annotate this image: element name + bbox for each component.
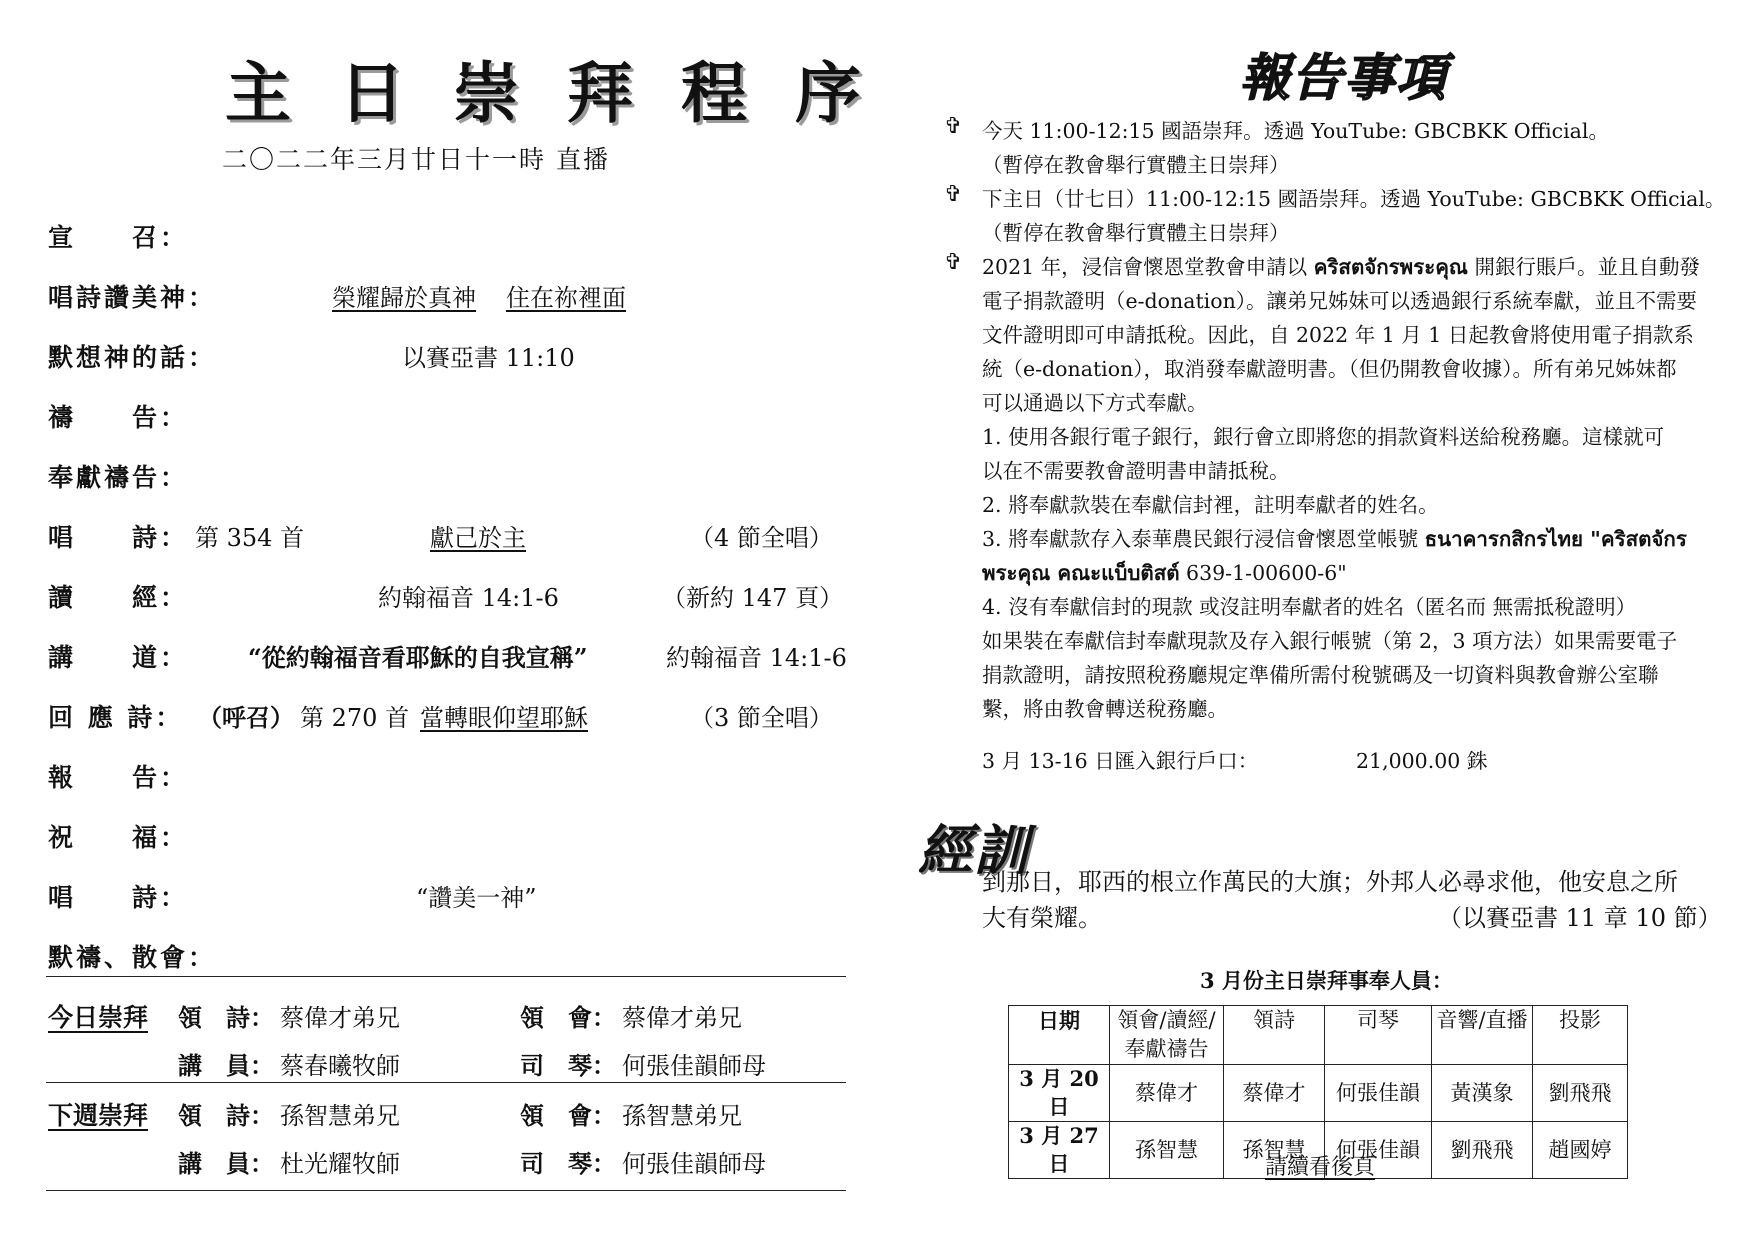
header-projection: 投影 [1533,1006,1628,1065]
announcement-2-line-1: 下主日（廿七日）11:00-12:15 國語崇拜。透過 YouTube: GBCBKK Official。 [982,187,1726,211]
response-number: 第 270 首 [300,704,410,732]
next-speaker-role: 講 員： [178,1149,274,1178]
sermon-reference: 約翰福音 14:1-6 [666,644,847,672]
benediction-label: 祝 福： [48,823,189,852]
deposit-amount: 21,000.00 銖 [1356,749,1488,773]
today-preside-name: 蔡偉才弟兄 [622,1004,742,1032]
latin-cross-icon: ✞ [944,114,963,139]
announcement-1-line-2: （暫停在教會舉行實體主日崇拜） [982,153,1290,177]
method-1-line-1: 1. 使用各銀行電子銀行，銀行會立即將您的捐款資料送給稅務廳。這樣就可 [982,425,1665,449]
method-3-line-1: 3. 將奉獻款存入泰華農民銀行浸信會懷恩堂帳號 ธนาคารกสิกรไทย "คริสตจักร [982,527,1687,551]
response-hymn-label: 回 應 詩： [48,703,184,732]
today-piano-name: 何張佳韻師母 [622,1052,766,1080]
hymn-title-1: 榮耀歸於真神 [332,284,476,312]
deposit-label: 3 月 13-16 日匯入銀行戶口： [982,749,1259,773]
response-call: （呼召） [198,703,294,732]
roster-title: 3 月份主日崇拜事奉人員： [1200,968,1453,993]
latin-cross-icon: ✞ [944,250,963,275]
today-lead-role: 領 詩： [178,1003,274,1032]
service-date: 二〇二二年三月廿日十一時 直播 [222,145,610,174]
announcement-2-line-2: （暫停在教會舉行實體主日崇拜） [982,221,1290,245]
thai-account-name: คริสตจักรพระคุณ [1313,255,1468,279]
announcement-3-line-2: 電子捐款證明（e-donation）。讓弟兄姊妹可以透過銀行系統奉獻，並且不需要 [982,289,1698,313]
today-speaker-role: 講 員： [178,1051,274,1080]
next-speaker-name: 杜光耀牧師 [280,1150,400,1178]
response-note: （3 節全唱） [690,704,833,732]
method-1-line-2: 以在不需要教會證明書申請抵稅。 [982,459,1290,483]
verse-title: 經訓 [918,818,1030,882]
verse-reference: （以賽亞書 11 章 10 節） [1438,904,1722,932]
sing-label: 唱 詩： [48,523,189,552]
method-2: 2. 將奉獻款裝在奉獻信封裡，註明奉獻者的姓名。 [982,493,1439,517]
next-lead-role: 領 詩： [178,1101,274,1130]
call-to-worship-label: 宣 召： [48,223,189,252]
scripture-reading-reference: 約翰福音 14:1-6 [378,584,559,612]
next-piano-role: 司 琴： [520,1149,616,1178]
next-preside-role: 領 會： [520,1101,616,1130]
divider-line [46,1082,846,1083]
meditation-reference: 以賽亞書 11:10 [402,344,575,372]
final-hymn-label: 唱 詩： [48,883,189,912]
sermon-label: 講 道： [48,643,189,672]
table-header-row [1009,1006,1628,1065]
latin-cross-icon: ✞ [944,182,963,207]
announcements-title: 報告事項 [1240,48,1448,107]
announcement-3-line-1: 2021 年，浸信會懷恩堂教會申請以 คริสตจักรพระคุณ 開銀行賬戶。並且自動發 [982,255,1700,279]
announcement-1-line-1: 今天 11:00-12:15 國語崇拜。透過 YouTube: GBCBKK Official。 [982,119,1609,143]
announcements-label: 報 告： [48,763,189,792]
scripture-reading-label: 讀 經： [48,583,189,612]
header-presiding: 領會/讀經/ 奉獻禱告 [1110,1006,1224,1065]
final-hymn-title: “讚美一神” [416,884,537,912]
next-service-label: 下週崇拜 [48,1101,149,1130]
note-line-3: 繫，將由教會轉送稅務廳。 [982,697,1228,721]
next-piano-name: 何張佳韻師母 [622,1150,766,1178]
prayer-label: 禱 告： [48,403,189,432]
today-speaker-name: 蔡春曦牧師 [280,1052,400,1080]
today-preside-role: 領 會： [520,1003,616,1032]
method-3-line-2: พระคุณ คณะแบ็บติสต์ 639-1-00600-6" [982,561,1347,585]
note-line-1: 如果裝在奉獻信封奉獻現款及存入銀行帳號（第 2，3 項方法）如果需要電子 [982,629,1678,653]
next-lead-name: 孫智慧弟兄 [280,1102,400,1130]
response-title: 當轉眼仰望耶穌 [420,704,588,732]
sing-title: 獻己於主 [430,524,526,552]
announcement-3-line-5: 可以通過以下方式奉獻。 [982,391,1208,415]
note-line-2: 捐款證明，請按照稅務廳規定準備所需付稅號碼及一切資料與教會辦公室聯 [982,663,1659,687]
table-row: 3 月 27 日 孫智慧 孫智慧 何張佳韻 劉飛飛 趙國婷 [1009,1122,1628,1179]
closing-label: 默禱、散會： [48,943,217,972]
today-service-label: 今日崇拜 [48,1003,149,1032]
bank-account-number: 639-1-00600-6" [1179,561,1347,585]
header-date: 日期 [1009,1006,1110,1065]
continue-next-page: 請續看後頁 [1265,1155,1376,1180]
scripture-reading-page: （新約 147 頁） [662,584,844,612]
divider-line [46,976,846,977]
verse-line-1: 到那日，耶西的根立作萬民的大旗；外邦人必尋求他，他安息之所 [982,868,1678,896]
sing-number: 第 354 首 [195,524,305,552]
today-piano-role: 司 琴： [520,1051,616,1080]
offering-prayer-label: 奉獻禱告： [48,463,189,492]
sing-note: （4 節全唱） [690,524,833,552]
next-preside-name: 孫智慧弟兄 [622,1102,742,1130]
sermon-title: “從約翰福音看耶穌的自我宣稱” [248,643,588,672]
divider-line [46,1190,846,1191]
header-pianist: 司琴 [1325,1006,1432,1065]
announcement-3-line-3: 文件證明即可申請抵稅。因此，自 2022 年 1 月 1 日起教會將使用電子捐款系 [982,323,1694,347]
method-4: 4. 沒有奉獻信封的現款 或沒註明奉獻者的姓名（匿名而 無需抵稅證明） [982,595,1637,619]
today-lead-name: 蔡偉才弟兄 [280,1004,400,1032]
hymn-title-2: 住在祢裡面 [506,284,626,312]
program-title: 主日崇拜程序 [225,54,909,132]
verse-line-2: 大有榮耀。 [982,904,1102,932]
header-song-leader: 領詩 [1224,1006,1325,1065]
announcement-3-line-4: 統（e-donation），取消發奉獻證明書。（但仍開教會收據）。所有弟兄姊妹都 [982,357,1677,381]
header-sound: 音響/直播 [1432,1006,1533,1065]
table-row: 3 月 20 日 蔡偉才 蔡偉才 何張佳韻 黃漢象 劉飛飛 [1009,1065,1628,1122]
thai-bank-name: ธนาคารกสิกรไทย "คริสตจักร [1424,527,1687,551]
hymn-label: 唱詩讚美神： [48,283,217,312]
meditation-label: 默想神的話： [48,343,217,372]
